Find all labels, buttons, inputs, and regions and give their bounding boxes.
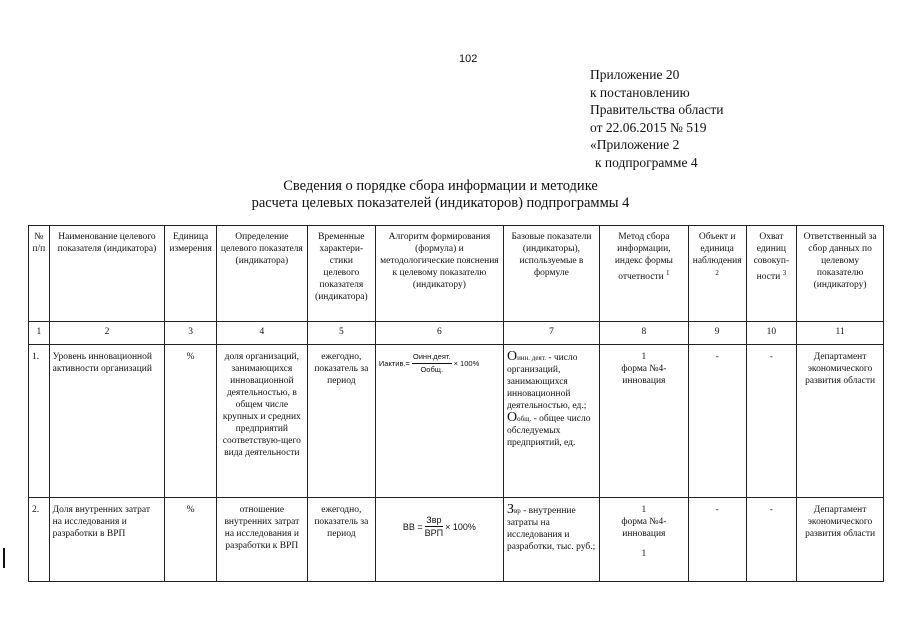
footnote-mark: 1 <box>666 269 670 277</box>
document-title <box>0 178 905 212</box>
formula-fraction <box>412 351 452 376</box>
header-cell: Определение целевого показателя (индикатора) <box>216 226 307 322</box>
column-number: 2 <box>49 322 165 345</box>
time-characteristic: ежегодно, показатель за период <box>307 345 375 498</box>
header-cell: № п/п <box>29 226 50 322</box>
table-row <box>29 498 884 582</box>
table-header-row <box>29 226 884 322</box>
row-number: 1. <box>29 345 50 498</box>
observation-object: - <box>688 498 746 582</box>
formula-cell <box>375 345 503 498</box>
appendix-line: «Приложение 2 <box>590 137 680 152</box>
base-text: - внутренние затраты на исследования и разработки, тыс. руб.; <box>506 506 596 552</box>
base-symbol: О <box>506 349 518 364</box>
appendix-line: Правительства области <box>590 102 724 117</box>
scan-edge-mark <box>3 548 5 568</box>
header-cell: Ответственный за сбор данных по целевому показателю (индикатору) <box>797 226 884 322</box>
base-symbol: О <box>506 410 518 425</box>
column-number: 5 <box>307 322 375 345</box>
coverage: - <box>746 498 797 582</box>
method-line: форма №4-инновация <box>621 517 667 539</box>
coverage: - <box>746 345 797 498</box>
time-characteristic: ежегодно, показатель за период <box>307 498 375 582</box>
base-symbol: З <box>506 502 514 517</box>
column-number: 4 <box>216 322 307 345</box>
header-cell <box>599 226 688 322</box>
column-number: 10 <box>746 322 797 345</box>
column-number: 11 <box>797 322 884 345</box>
appendix-block <box>590 66 723 171</box>
indicators-table <box>28 225 884 582</box>
responsible: Департамент экономического развития области <box>797 345 884 498</box>
formula-tail: × 100% <box>453 358 480 368</box>
formula <box>379 351 500 376</box>
base-indicators <box>503 345 599 498</box>
method-line: 1 <box>641 505 647 515</box>
page-number: 102 <box>459 53 478 65</box>
column-number: 3 <box>165 322 217 345</box>
title-line-1: Сведения о порядке сбора информации и методике <box>283 178 598 194</box>
title-line-2: расчета целевых показателей (индикаторов) подпрограммы 4 <box>251 195 630 211</box>
collection-method <box>599 498 688 582</box>
column-number: 8 <box>599 322 688 345</box>
table-row <box>29 345 884 498</box>
footnote-mark: 3 <box>782 269 787 277</box>
footnote-mark: 2 <box>715 269 719 277</box>
appendix-line: от 22.06.2015 № 519 <box>590 119 707 135</box>
formula-fraction <box>425 514 443 539</box>
header-text: Объект и единица наблюдения <box>692 232 742 266</box>
definition: доля организаций, занимающихся инновационной деятельностью, в общем числе крупных и средних предприятий соответствую-щего вида деятельности <box>216 345 307 498</box>
formula-denominator: Ообщ. <box>420 365 444 374</box>
header-text: Охват единиц совокуп-ности <box>753 232 790 283</box>
base-indicators <box>503 498 599 582</box>
method-line: форма №4-инновация <box>621 364 667 386</box>
unit: % <box>165 345 217 498</box>
formula-numerator: Звр <box>426 515 442 525</box>
method-line: 1 <box>641 352 647 362</box>
base-subscript: инн. деят. <box>517 354 546 362</box>
column-number: 6 <box>375 322 503 345</box>
observation-object: - <box>688 345 746 498</box>
column-number: 9 <box>688 322 746 345</box>
formula-lhs: Иактив.= <box>378 358 410 368</box>
formula-cell <box>375 498 503 582</box>
formula-lhs: ВВ = <box>402 521 423 532</box>
responsible: Департамент экономического развития области <box>797 498 884 582</box>
formula-denominator: ВРП <box>424 528 444 538</box>
header-cell: Временные характери-стики целевого показателя (индикатора) <box>307 226 375 322</box>
header-cell: Базовые показатели (индикаторы), используемые в формуле <box>503 226 599 322</box>
appendix-line: Приложение 20 <box>590 67 680 82</box>
column-number: 7 <box>503 322 599 345</box>
column-number-row <box>29 322 884 345</box>
base-subscript: вр <box>513 507 521 515</box>
appendix-line: к подпрограмме 4 <box>595 154 698 170</box>
header-cell <box>688 226 746 322</box>
indicator-name: Доля внутренних затрат на исследования и разработки в ВРП <box>49 498 165 582</box>
unit: % <box>165 498 217 582</box>
header-cell <box>746 226 797 322</box>
definition: отношение внутренних затрат на исследования и разработки к ВРП <box>216 498 307 582</box>
method-line: 1 <box>641 549 647 559</box>
base-text: - число организаций, занимающихся инновационной деятельностью, ед.; <box>506 353 587 411</box>
header-cell: Алгоритм формирования (формула) и методологические пояснения к целевому показателю (индикатору) <box>375 226 503 322</box>
appendix-line: к постановлению <box>590 84 690 100</box>
row-number: 2. <box>29 498 50 582</box>
header-cell: Наименование целевого показателя (индикатора) <box>49 226 165 322</box>
indicator-name: Уровень инновационной активности организаций <box>49 345 165 498</box>
formula-tail: × 100% <box>445 521 476 532</box>
formula-numerator: Оинн.деят. <box>412 351 452 364</box>
formula <box>379 514 500 539</box>
header-cell: Единица измерения <box>165 226 217 322</box>
collection-method <box>599 345 688 498</box>
header-text: Метод сбора информации, индекс формы отчетности <box>614 232 673 283</box>
base-text: - общее число обследуемых предприятий, ед. <box>506 414 591 448</box>
base-subscript: общ. <box>517 415 532 423</box>
column-number: 1 <box>29 322 50 345</box>
